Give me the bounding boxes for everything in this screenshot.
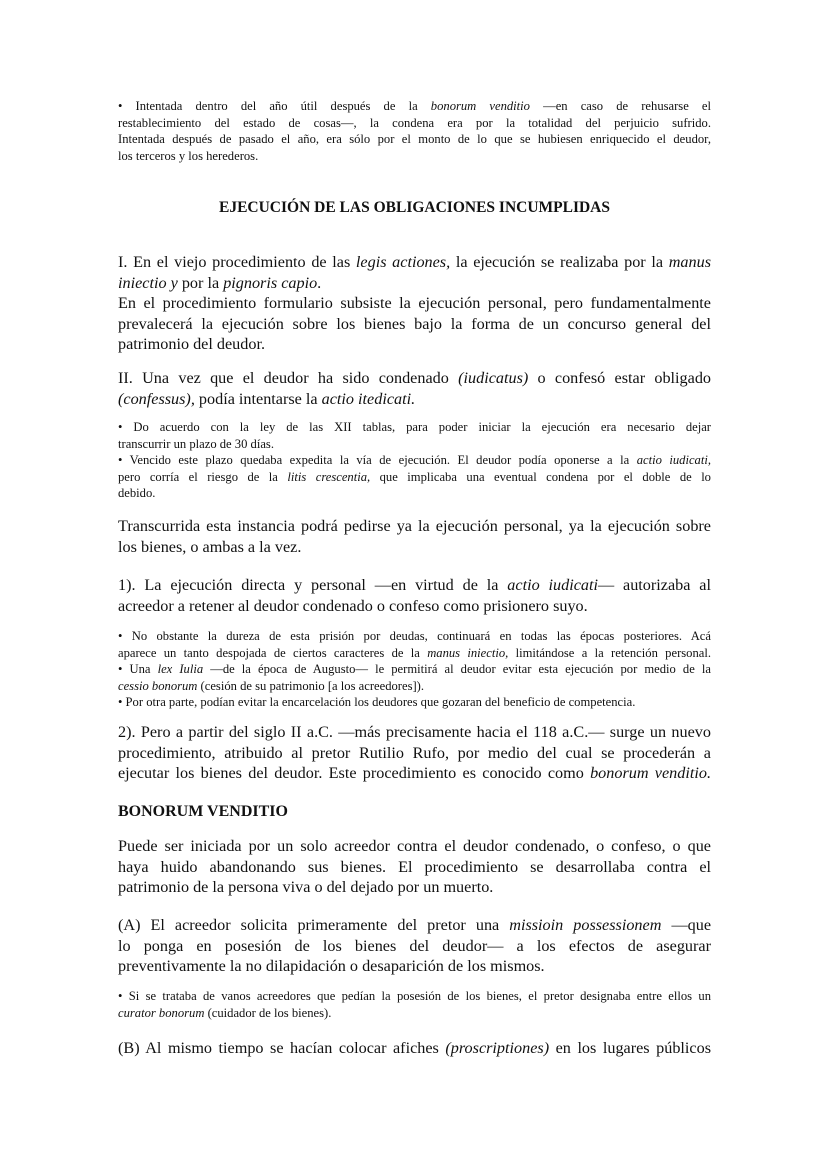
text-line: preventivamente la no dilapidación o desaparición de los mismos.	[118, 957, 545, 976]
text-line: (confessus), podía intentarse la actio itedicati.	[118, 389, 416, 408]
bullet-line: transcurrir un plazo de 30 días.	[118, 436, 274, 451]
text-line: patrimonio de la persona viva o del dejado por un muerto.	[118, 878, 494, 897]
text-line: 1). La ejecución directa y personal —en virtud de la actio iudicati— autorizaba al	[118, 576, 711, 594]
text-line: I. En el viejo procedimiento de las legis actiones, la ejecución se realizaba por la manus	[118, 253, 711, 271]
text-line: patrimonio del deudor.	[118, 335, 266, 354]
text-line: (A) El acreedor solicita primeramente del pretor una missioin possessionem —que	[118, 916, 711, 934]
text-line: iniectio y por la pignoris capio.	[118, 273, 322, 292]
bullet-line: • Vencido este plazo quedaba expedita la vía de ejecución. El deudor podía oponerse a la actio iudicati,	[118, 453, 711, 468]
intro-line: • Intentada dentro del año útil después de la bonorum venditio —en caso de rehusarse el	[118, 99, 712, 113]
paragraph-transcurrida	[118, 516, 711, 557]
text-line: Puede ser iniciada por un solo acreedor contra el deudor condenado, o confeso, o que	[118, 837, 711, 855]
intro-line: los terceros y los herederos.	[118, 148, 259, 163]
text-line: Transcurrida esta instancia podrá pedirse ya la ejecución personal, ya la ejecución sobre	[118, 517, 711, 535]
bullet-line: cessio bonorum (cesión de su patrimonio [a los acreedores]).	[118, 678, 425, 693]
bullet-line: curator bonorum (cuidador de los bienes).	[118, 1005, 332, 1020]
section-2	[118, 368, 711, 409]
text-line: 2). Pero a partir del siglo II a.C. —más precisamente hacia el 118 a.C.— surge un nuevo	[118, 723, 711, 741]
bullet-line: • Si se trataba de vanos acreedores que pedían la posesión de los bienes, el pretor designaba entre ellos un	[118, 989, 711, 1003]
text-line: II. Una vez que el deudor ha sido condenado (iudicatus) o confesó estar obligado	[118, 369, 712, 387]
page-title: EJECUCIÓN DE LAS OBLIGACIONES INCUMPLIDAS	[218, 199, 610, 216]
intro-bullet	[118, 98, 711, 164]
paragraph-puede	[118, 836, 711, 898]
bullet-line: debido.	[118, 486, 156, 501]
bullet-curator	[118, 988, 711, 1021]
intro-line: restablecimiento del estado de cosas—, la condena era por la totalidad del perjuicio sufrido.	[118, 115, 711, 130]
text-line: acreedor a retener al deudor condenado o confeso como prisionero suyo.	[118, 596, 588, 615]
section-1	[118, 252, 711, 355]
bullet-list-1	[118, 419, 711, 502]
bullet-line: pero corría el riesgo de la litis crescentia, que implicaba una eventual condena por el doble de lo	[118, 469, 711, 484]
bullet-list-2	[118, 628, 711, 711]
bullet-line: • Una lex Iulia —de la época de Augusto— le permitirá al deudor evitar esta ejecución por medio de la	[118, 662, 711, 677]
section-heading-bonorum-venditio: BONORUM VENDITIO	[118, 803, 288, 820]
text-line: prevalecerá la ejecución sobre los bienes bajo la forma de un concurso general del	[118, 314, 711, 333]
text-line: lo ponga en posesión de los bienes del deudor— a los efectos de asegurar	[118, 936, 711, 955]
text-line: ejecutar los bienes del deudor. Este procedimiento es conocido como bonorum venditio.	[118, 764, 711, 783]
text-line: los bienes, o ambas a la vez.	[118, 537, 302, 556]
bullet-line: • Do acuerdo con la ley de las XII tablas, para poder iniciar la ejecución era necesario dejar	[118, 420, 711, 434]
paragraph-2	[118, 722, 711, 784]
text-line: En el procedimiento formulario subsiste la ejecución personal, pero fundamentalmente	[118, 294, 711, 313]
bullet-line: aparece un tanto despojada de ciertos caracteres de la manus iniectio, limitándose a la retención personal.	[118, 645, 711, 660]
text-line: haya huido abandonando sus bienes. El procedimiento se desarrollaba contra el	[118, 857, 711, 876]
intro-line: Intentada después de pasado el año, era sólo por el monto de lo que se hubiesen enriquecido el deudor,	[118, 132, 711, 147]
bullet-line: • No obstante la dureza de esta prisión por deudas, continuará en todas las épocas posteriores. Acá	[118, 629, 711, 643]
paragraph-1	[118, 575, 711, 616]
bullet-line: • Por otra parte, podían evitar la encarcelación los deudores que gozaran del beneficio de competencia.	[118, 695, 636, 710]
paragraph-a	[118, 915, 711, 977]
text-line: procedimiento, atribuido al pretor Rutilio Rufo, por medio del cual se procederán a	[118, 743, 711, 762]
paragraph-b	[118, 1038, 711, 1059]
text-line: (B) Al mismo tiempo se hacían colocar afiches (proscriptiones) en los lugares públicos	[118, 1039, 711, 1057]
